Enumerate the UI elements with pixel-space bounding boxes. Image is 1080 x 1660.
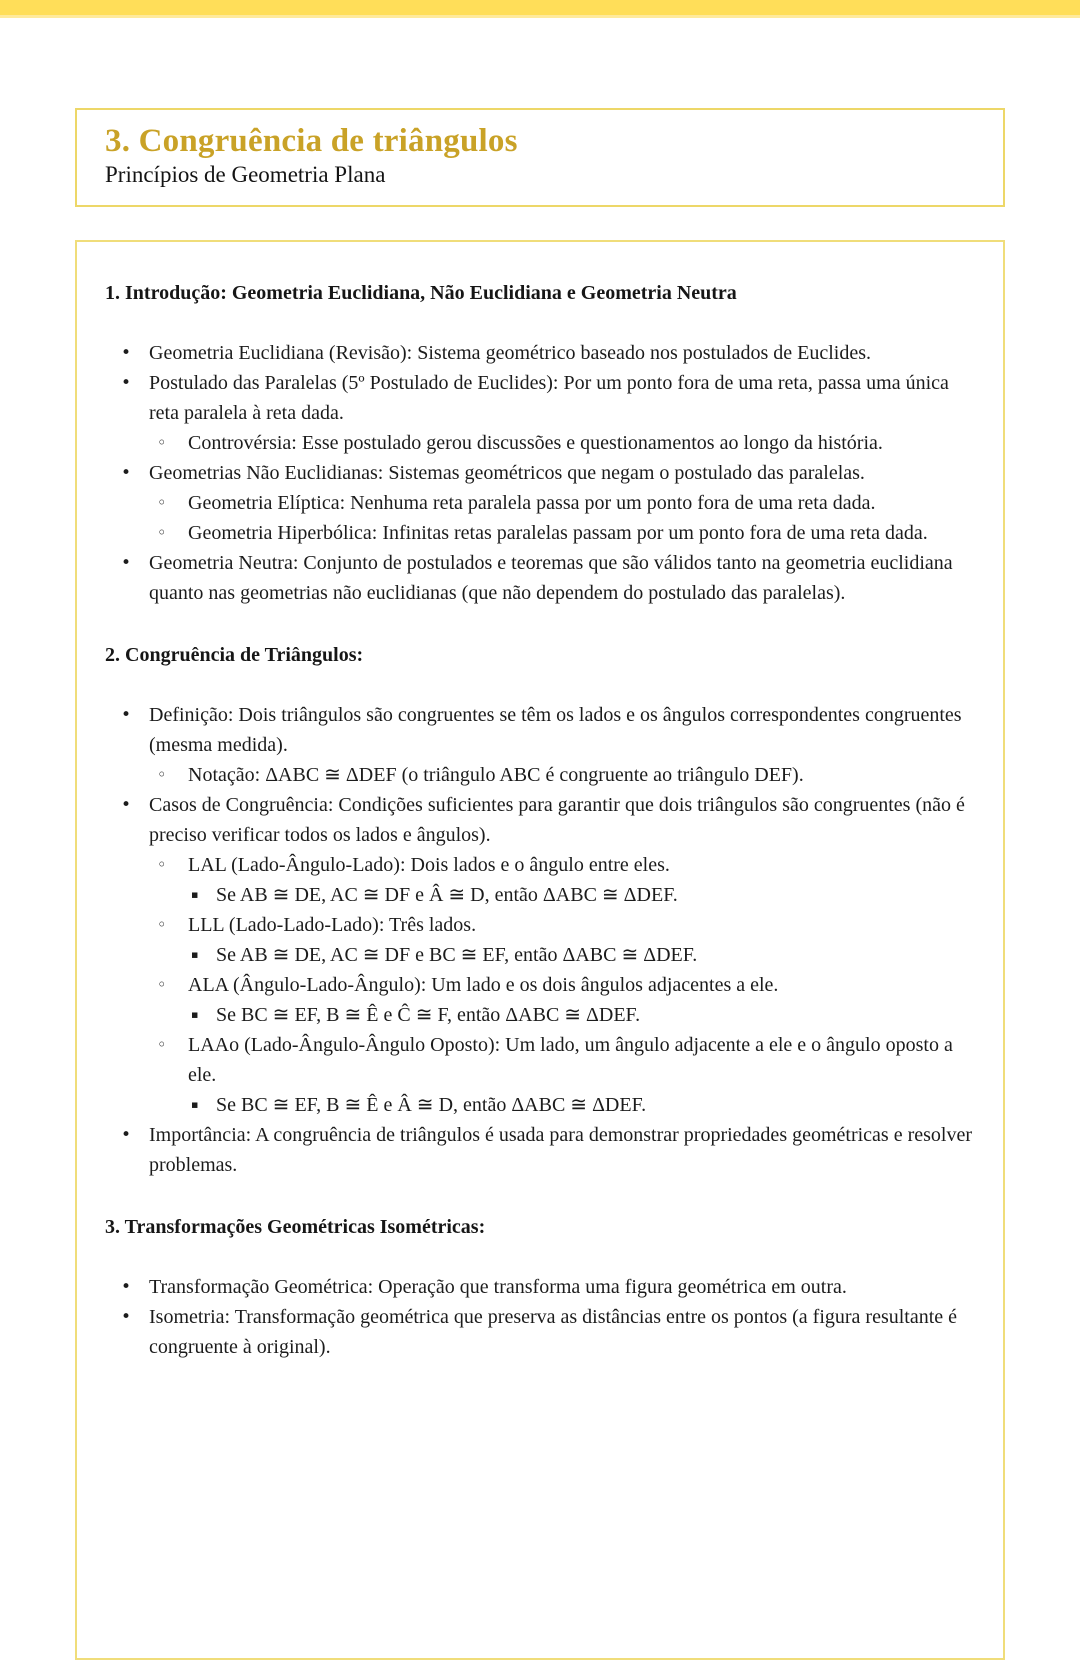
list-item	[105, 700, 975, 760]
list-item-text: Geometria Elíptica: Nenhuma reta paralela passa por um ponto fora de uma reta dada.	[188, 491, 876, 514]
circle-bullet-icon: ◦	[157, 522, 167, 542]
list-item-text: Transformação Geométrica: Operação que transforma uma figura geométrica em outra.	[149, 1275, 847, 1298]
list-item	[105, 488, 975, 518]
disc-bullet-icon: •	[121, 1124, 132, 1145]
list-item-text: Se AB ≅ DE, AC ≅ DF e Â ≅ D, então ΔABC ≅ ΔDEF.	[216, 883, 678, 906]
list-item-text: LAAo (Lado-Ângulo-Ângulo Oposto): Um lado, um ângulo adjacente a ele e o ângulo oposto a ele.	[188, 1033, 953, 1086]
circle-bullet-icon: ◦	[157, 432, 167, 452]
section-list	[105, 1272, 975, 1362]
list-item	[105, 1272, 975, 1302]
section-list	[105, 338, 975, 608]
list-item	[105, 880, 975, 910]
list-item-text: Geometria Neutra: Conjunto de postulados e teoremas que são válidos tanto na geometria euclidiana quanto nas geometrias não euclidianas (que não dependem do postulado das paralelas).	[149, 551, 953, 604]
section-list	[105, 700, 975, 1180]
list-item	[105, 1000, 975, 1030]
list-item-text: Se AB ≅ DE, AC ≅ DF e BC ≅ EF, então ΔABC ≅ ΔDEF.	[216, 943, 698, 966]
list-item-text: Controvérsia: Esse postulado gerou discussões e questionamentos ao longo da história.	[188, 431, 883, 454]
list-item-text: ALA (Ângulo-Lado-Ângulo): Um lado e os dois ângulos adjacentes a ele.	[188, 973, 779, 996]
square-bullet-icon: ▪	[191, 887, 199, 901]
disc-bullet-icon: •	[121, 342, 132, 363]
list-item	[105, 1120, 975, 1180]
circle-bullet-icon: ◦	[157, 764, 167, 784]
list-item	[105, 760, 975, 790]
sections	[105, 278, 975, 1362]
section-heading: 3. Transformações Geométricas Isométricas:	[105, 1215, 486, 1238]
list-item	[105, 548, 975, 608]
section-heading: 2. Congruência de Triângulos:	[105, 643, 364, 666]
list-item	[105, 1302, 975, 1362]
title-card	[75, 108, 1005, 207]
list-item-text: Postulado das Paralelas (5º Postulado de Euclides): Por um ponto fora de uma reta, passa uma única reta paralela à reta dada.	[149, 371, 949, 424]
circle-bullet-icon: ◦	[157, 492, 167, 512]
list-item-text: Se BC ≅ EF, B ≅ Ê e Â ≅ D, então ΔABC ≅ ΔDEF.	[216, 1093, 647, 1116]
disc-bullet-icon: •	[121, 794, 132, 815]
disc-bullet-icon: •	[121, 1276, 132, 1297]
list-item	[105, 910, 975, 940]
list-item	[105, 458, 975, 488]
section-heading: 1. Introdução: Geometria Euclidiana, Não Euclidiana e Geometria Neutra	[105, 281, 737, 304]
disc-bullet-icon: •	[121, 462, 132, 483]
list-item	[105, 1030, 975, 1090]
list-item-text: Isometria: Transformação geométrica que preserva as distâncias entre os pontos (a figura resultante é congruente à original).	[149, 1305, 958, 1358]
square-bullet-icon: ▪	[191, 947, 199, 961]
list-item-text: Geometria Hiperbólica: Infinitas retas paralelas passam por um ponto fora de uma reta dada.	[188, 521, 928, 544]
square-bullet-icon: ▪	[191, 1007, 199, 1021]
top-accent-bar	[0, 0, 1080, 18]
list-item	[105, 338, 975, 368]
list-item	[105, 940, 975, 970]
list-item	[105, 368, 975, 428]
page-title: 3. Congruência de triângulos	[105, 123, 518, 159]
list-item-text: Definição: Dois triângulos são congruentes se têm os lados e os ângulos correspondentes congruentes (mesma medida).	[149, 703, 962, 756]
list-item-text: Se BC ≅ EF, B ≅ Ê e Ĉ ≅ F, então ΔABC ≅ ΔDEF.	[216, 1003, 641, 1026]
disc-bullet-icon: •	[121, 1306, 132, 1327]
list-item-text: LAL (Lado-Ângulo-Lado): Dois lados e o ângulo entre eles.	[188, 853, 670, 876]
list-item	[105, 1090, 975, 1120]
circle-bullet-icon: ◦	[157, 854, 167, 874]
list-item-text: Notação: ΔABC ≅ ΔDEF (o triângulo ABC é congruente ao triângulo DEF).	[188, 763, 804, 786]
list-item	[105, 850, 975, 880]
list-item-text: Importância: A congruência de triângulos é usada para demonstrar propriedades geométricas e resolver problemas.	[149, 1123, 973, 1176]
disc-bullet-icon: •	[121, 372, 132, 393]
list-item-text: LLL (Lado-Lado-Lado): Três lados.	[188, 913, 477, 936]
square-bullet-icon: ▪	[191, 1097, 199, 1111]
list-item-text: Geometria Euclidiana (Revisão): Sistema geométrico baseado nos postulados de Euclides.	[149, 341, 872, 364]
list-item-text: Geometrias Não Euclidianas: Sistemas geométricos que negam o postulado das paralelas.	[149, 461, 865, 484]
content-card	[75, 240, 1005, 1660]
disc-bullet-icon: •	[121, 704, 132, 725]
page-subtitle: Princípios de Geometria Plana	[105, 161, 386, 187]
circle-bullet-icon: ◦	[157, 974, 167, 994]
list-item	[105, 790, 975, 850]
list-item	[105, 428, 975, 458]
list-item	[105, 970, 975, 1000]
list-item-text: Casos de Congruência: Condições suficientes para garantir que dois triângulos são congruentes (não é preciso verificar todos os lados e ângulos).	[149, 793, 965, 846]
circle-bullet-icon: ◦	[157, 914, 167, 934]
circle-bullet-icon: ◦	[157, 1034, 167, 1054]
disc-bullet-icon: •	[121, 552, 132, 573]
list-item	[105, 518, 975, 548]
